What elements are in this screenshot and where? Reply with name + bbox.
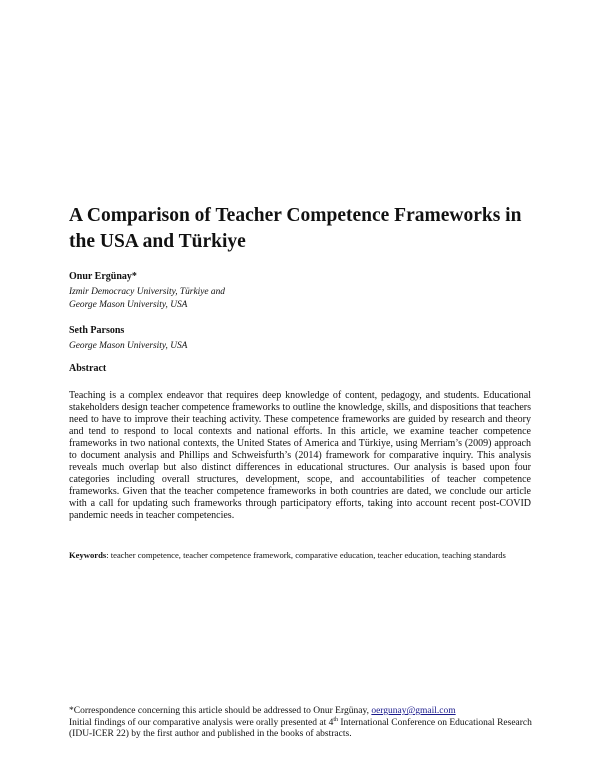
presentation-note-cont: International Conference on Educational Research (IDU-ICER 22) by the first author and published in the books of abstracts. [69, 717, 532, 739]
author-affiliation-1 [69, 286, 225, 312]
author-name-2: Seth Parsons [69, 325, 125, 336]
keywords-label: Keywords [69, 550, 107, 560]
author-affiliation-2: George Mason University, USA [69, 341, 188, 351]
email-link[interactable]: oergunay@gmail.com [371, 706, 456, 716]
affiliation-line: Izmir Democracy University, Türkiye and [69, 287, 225, 297]
abstract-body: Teaching is a complex endeavor that requires deep knowledge of content, pedagogy, and students. Educational stakeholders design teacher competence frameworks to outline the knowledge, skills, and dispositions that teachers need to have to improve their teaching activity. These competence frameworks are guided by research and theory and tend to respond to local contexts and national efforts. In this article, we examine teacher competence frameworks in two national contexts, the United States of America and Türkiye, using Merriam’s (2009) approach to document analysis and Phillips and Schweisfurth’s (2014) framework for comparative inquiry. This analysis reveals much overlap but also distinct differences in educational structures. Our analysis is based upon four categories including overall structures, development, scope, and accountabilities of teacher competence frameworks. Given that the teacher competence frameworks in both countries are dated, we conclude our article with a call for updating such frameworks through participatory efforts, taking into account recent post-COVID pandemic needs in teacher competencies. [69, 390, 531, 521]
correspondence-text: *Correspondence concerning this article should be addressed to Onur Ergünay, [69, 706, 369, 716]
affiliation-line: George Mason University, USA [69, 300, 188, 310]
author-name-1: Onur Ergünay* [69, 271, 137, 282]
keywords [69, 549, 531, 561]
abstract-heading: Abstract [69, 363, 107, 374]
paper-title: A Comparison of Teacher Competence Frameworks in the USA and Türkiye [69, 205, 522, 252]
keywords-text: : teacher competence, teacher competence framework, comparative education, teacher education, teaching standards [106, 550, 506, 560]
footnote [69, 706, 539, 741]
ordinal-superscript: th [333, 716, 339, 723]
presentation-note: Initial findings of our comparative analysis were orally presented at 4 [69, 717, 334, 728]
